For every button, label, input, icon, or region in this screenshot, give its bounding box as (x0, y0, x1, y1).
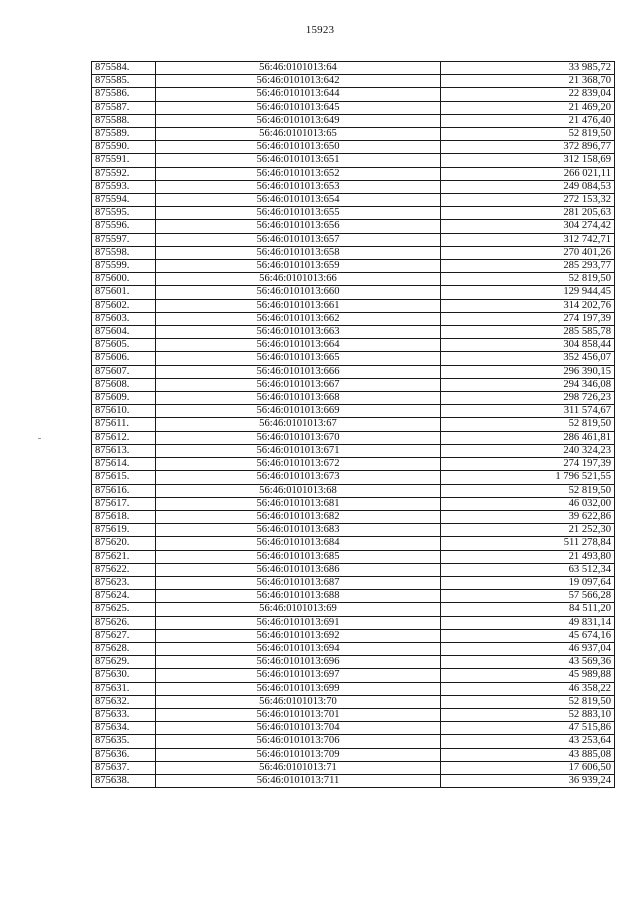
table-row (92, 642, 615, 655)
row-number-cell: 875613. (92, 444, 156, 457)
row-number-cell: 875606. (92, 352, 156, 365)
cadastral-value-table (91, 61, 615, 788)
table-row (92, 128, 615, 141)
table-row (92, 576, 615, 589)
table-row (92, 167, 615, 180)
row-number-cell: 875637. (92, 761, 156, 774)
cadastral-value-cell: 45 989,88 (441, 669, 615, 682)
row-number-cell: 875616. (92, 484, 156, 497)
cadastral-number-cell: 56:46:0101013:666 (156, 365, 441, 378)
cadastral-number-cell: 56:46:0101013:687 (156, 576, 441, 589)
row-number-cell: 875597. (92, 233, 156, 246)
cadastral-number-cell: 56:46:0101013:673 (156, 471, 441, 484)
cadastral-value-cell: 36 939,24 (441, 774, 615, 787)
row-number-cell: 875625. (92, 603, 156, 616)
table-row (92, 616, 615, 629)
table-row (92, 352, 615, 365)
cadastral-number-cell: 56:46:0101013:681 (156, 497, 441, 510)
cadastral-value-cell: 1 796 521,55 (441, 471, 615, 484)
table-row (92, 88, 615, 101)
table-row (92, 590, 615, 603)
cadastral-number-cell: 56:46:0101013:657 (156, 233, 441, 246)
cadastral-number-cell: 56:46:0101013:71 (156, 761, 441, 774)
table-row (92, 260, 615, 273)
cadastral-number-cell: 56:46:0101013:686 (156, 563, 441, 576)
cadastral-number-cell: 56:46:0101013:688 (156, 590, 441, 603)
table-row (92, 312, 615, 325)
cadastral-number-cell: 56:46:0101013:661 (156, 299, 441, 312)
cadastral-number-cell: 56:46:0101013:654 (156, 194, 441, 207)
cadastral-number-cell: 56:46:0101013:65 (156, 128, 441, 141)
cadastral-number-cell: 56:46:0101013:69 (156, 603, 441, 616)
table-body (92, 62, 615, 788)
row-number-cell: 875632. (92, 695, 156, 708)
cadastral-value-cell: 47 515,86 (441, 722, 615, 735)
row-number-cell: 875629. (92, 656, 156, 669)
row-number-cell: 875619. (92, 524, 156, 537)
row-number-cell: 875598. (92, 246, 156, 259)
cadastral-number-cell: 56:46:0101013:670 (156, 431, 441, 444)
row-number-cell: 875593. (92, 180, 156, 193)
row-number-cell: 875618. (92, 510, 156, 523)
table-row (92, 180, 615, 193)
cadastral-number-cell: 56:46:0101013:651 (156, 154, 441, 167)
row-number-cell: 875611. (92, 418, 156, 431)
margin-mark (38, 438, 41, 439)
table-row (92, 154, 615, 167)
cadastral-number-cell: 56:46:0101013:658 (156, 246, 441, 259)
row-number-cell: 875621. (92, 550, 156, 563)
cadastral-value-cell: 46 032,00 (441, 497, 615, 510)
cadastral-value-cell: 46 937,04 (441, 642, 615, 655)
table-row (92, 761, 615, 774)
table-row (92, 722, 615, 735)
row-number-cell: 875587. (92, 101, 156, 114)
table-row (92, 735, 615, 748)
cadastral-number-cell: 56:46:0101013:660 (156, 286, 441, 299)
cadastral-value-cell: 33 985,72 (441, 62, 615, 75)
cadastral-number-cell: 56:46:0101013:696 (156, 656, 441, 669)
cadastral-number-cell: 56:46:0101013:652 (156, 167, 441, 180)
cadastral-value-cell: 21 368,70 (441, 75, 615, 88)
cadastral-value-cell: 21 493,80 (441, 550, 615, 563)
table-row (92, 286, 615, 299)
cadastral-value-cell: 43 253,64 (441, 735, 615, 748)
cadastral-number-cell: 56:46:0101013:671 (156, 444, 441, 457)
table-row (92, 141, 615, 154)
cadastral-number-cell: 56:46:0101013:691 (156, 616, 441, 629)
cadastral-value-cell: 22 839,04 (441, 88, 615, 101)
cadastral-value-cell: 52 819,50 (441, 273, 615, 286)
cadastral-value-cell: 52 883,10 (441, 708, 615, 721)
table-row (92, 299, 615, 312)
cadastral-value-cell: 274 197,39 (441, 312, 615, 325)
cadastral-value-cell: 52 819,50 (441, 484, 615, 497)
table-row (92, 194, 615, 207)
cadastral-value-cell: 285 293,77 (441, 260, 615, 273)
cadastral-value-cell: 294 346,08 (441, 378, 615, 391)
cadastral-value-cell: 17 606,50 (441, 761, 615, 774)
row-number-cell: 875609. (92, 392, 156, 405)
table-row (92, 629, 615, 642)
cadastral-number-cell: 56:46:0101013:64 (156, 62, 441, 75)
row-number-cell: 875594. (92, 194, 156, 207)
cadastral-number-cell: 56:46:0101013:672 (156, 458, 441, 471)
cadastral-value-cell: 240 324,23 (441, 444, 615, 457)
cadastral-value-cell: 49 831,14 (441, 616, 615, 629)
row-number-cell: 875624. (92, 590, 156, 603)
cadastral-number-cell: 56:46:0101013:645 (156, 101, 441, 114)
cadastral-value-cell: 266 021,11 (441, 167, 615, 180)
table-row (92, 378, 615, 391)
cadastral-number-cell: 56:46:0101013:694 (156, 642, 441, 655)
cadastral-value-cell: 270 401,26 (441, 246, 615, 259)
row-number-cell: 875595. (92, 207, 156, 220)
cadastral-number-cell: 56:46:0101013:711 (156, 774, 441, 787)
cadastral-value-cell: 21 252,30 (441, 524, 615, 537)
cadastral-value-cell: 272 153,32 (441, 194, 615, 207)
cadastral-value-cell: 84 511,20 (441, 603, 615, 616)
cadastral-number-cell: 56:46:0101013:70 (156, 695, 441, 708)
row-number-cell: 875623. (92, 576, 156, 589)
table-row (92, 444, 615, 457)
cadastral-number-cell: 56:46:0101013:66 (156, 273, 441, 286)
cadastral-value-cell: 21 476,40 (441, 114, 615, 127)
row-number-cell: 875638. (92, 774, 156, 787)
row-number-cell: 875636. (92, 748, 156, 761)
table-row (92, 524, 615, 537)
cadastral-number-cell: 56:46:0101013:644 (156, 88, 441, 101)
row-number-cell: 875622. (92, 563, 156, 576)
cadastral-number-cell: 56:46:0101013:67 (156, 418, 441, 431)
cadastral-value-cell: 63 512,34 (441, 563, 615, 576)
cadastral-value-cell: 511 278,84 (441, 537, 615, 550)
table-row (92, 708, 615, 721)
table-row (92, 510, 615, 523)
table-row (92, 431, 615, 444)
table-row (92, 114, 615, 127)
row-number-cell: 875600. (92, 273, 156, 286)
table-row (92, 62, 615, 75)
row-number-cell: 875590. (92, 141, 156, 154)
table-row (92, 233, 615, 246)
cadastral-value-cell: 312 742,71 (441, 233, 615, 246)
cadastral-number-cell: 56:46:0101013:706 (156, 735, 441, 748)
table-row (92, 656, 615, 669)
row-number-cell: 875603. (92, 312, 156, 325)
cadastral-number-cell: 56:46:0101013:692 (156, 629, 441, 642)
row-number-cell: 875601. (92, 286, 156, 299)
table-row (92, 207, 615, 220)
table-row (92, 682, 615, 695)
row-number-cell: 875614. (92, 458, 156, 471)
table-row (92, 220, 615, 233)
row-number-cell: 875592. (92, 167, 156, 180)
row-number-cell: 875635. (92, 735, 156, 748)
table-row (92, 339, 615, 352)
row-number-cell: 875630. (92, 669, 156, 682)
table-row (92, 550, 615, 563)
cadastral-number-cell: 56:46:0101013:642 (156, 75, 441, 88)
table-row (92, 392, 615, 405)
cadastral-number-cell: 56:46:0101013:668 (156, 392, 441, 405)
cadastral-number-cell: 56:46:0101013:655 (156, 207, 441, 220)
cadastral-value-cell: 285 585,78 (441, 326, 615, 339)
cadastral-number-cell: 56:46:0101013:699 (156, 682, 441, 695)
row-number-cell: 875626. (92, 616, 156, 629)
cadastral-number-cell: 56:46:0101013:659 (156, 260, 441, 273)
table-row (92, 497, 615, 510)
table-row (92, 246, 615, 259)
table-row (92, 563, 615, 576)
cadastral-value-cell: 46 358,22 (441, 682, 615, 695)
row-number-cell: 875620. (92, 537, 156, 550)
table-row (92, 418, 615, 431)
table-row (92, 75, 615, 88)
row-number-cell: 875634. (92, 722, 156, 735)
cadastral-number-cell: 56:46:0101013:697 (156, 669, 441, 682)
cadastral-number-cell: 56:46:0101013:68 (156, 484, 441, 497)
cadastral-number-cell: 56:46:0101013:669 (156, 405, 441, 418)
cadastral-value-cell: 45 674,16 (441, 629, 615, 642)
table-row (92, 458, 615, 471)
cadastral-number-cell: 56:46:0101013:667 (156, 378, 441, 391)
table-row (92, 405, 615, 418)
cadastral-value-cell: 57 566,28 (441, 590, 615, 603)
cadastral-number-cell: 56:46:0101013:649 (156, 114, 441, 127)
cadastral-number-cell: 56:46:0101013:662 (156, 312, 441, 325)
cadastral-value-cell: 52 819,50 (441, 418, 615, 431)
cadastral-value-cell: 39 622,86 (441, 510, 615, 523)
row-number-cell: 875584. (92, 62, 156, 75)
row-number-cell: 875610. (92, 405, 156, 418)
row-number-cell: 875633. (92, 708, 156, 721)
row-number-cell: 875589. (92, 128, 156, 141)
table-row (92, 101, 615, 114)
cadastral-number-cell: 56:46:0101013:709 (156, 748, 441, 761)
cadastral-value-cell: 298 726,23 (441, 392, 615, 405)
cadastral-number-cell: 56:46:0101013:701 (156, 708, 441, 721)
cadastral-value-cell: 312 158,69 (441, 154, 615, 167)
cadastral-value-cell: 43 885,08 (441, 748, 615, 761)
row-number-cell: 875615. (92, 471, 156, 484)
cadastral-value-cell: 314 202,76 (441, 299, 615, 312)
cadastral-value-cell: 274 197,39 (441, 458, 615, 471)
row-number-cell: 875617. (92, 497, 156, 510)
cadastral-number-cell: 56:46:0101013:685 (156, 550, 441, 563)
cadastral-number-cell: 56:46:0101013:663 (156, 326, 441, 339)
row-number-cell: 875628. (92, 642, 156, 655)
cadastral-number-cell: 56:46:0101013:704 (156, 722, 441, 735)
cadastral-number-cell: 56:46:0101013:656 (156, 220, 441, 233)
cadastral-value-cell: 21 469,20 (441, 101, 615, 114)
cadastral-value-cell: 352 456,07 (441, 352, 615, 365)
row-number-cell: 875596. (92, 220, 156, 233)
table-row (92, 695, 615, 708)
row-number-cell: 875608. (92, 378, 156, 391)
table-row (92, 273, 615, 286)
table-row (92, 365, 615, 378)
row-number-cell: 875604. (92, 326, 156, 339)
table-row (92, 774, 615, 787)
table-row (92, 471, 615, 484)
cadastral-value-cell: 304 274,42 (441, 220, 615, 233)
table-row (92, 326, 615, 339)
row-number-cell: 875585. (92, 75, 156, 88)
row-number-cell: 875599. (92, 260, 156, 273)
row-number-cell: 875627. (92, 629, 156, 642)
cadastral-value-cell: 129 944,45 (441, 286, 615, 299)
row-number-cell: 875586. (92, 88, 156, 101)
cadastral-number-cell: 56:46:0101013:650 (156, 141, 441, 154)
row-number-cell: 875591. (92, 154, 156, 167)
page-number: 15923 (305, 24, 335, 36)
table-row (92, 669, 615, 682)
row-number-cell: 875612. (92, 431, 156, 444)
table-row (92, 484, 615, 497)
cadastral-number-cell: 56:46:0101013:684 (156, 537, 441, 550)
cadastral-value-cell: 286 461,81 (441, 431, 615, 444)
cadastral-value-cell: 43 569,36 (441, 656, 615, 669)
cadastral-value-cell: 296 390,15 (441, 365, 615, 378)
cadastral-value-cell: 19 097,64 (441, 576, 615, 589)
row-number-cell: 875602. (92, 299, 156, 312)
cadastral-value-cell: 304 858,44 (441, 339, 615, 352)
cadastral-number-cell: 56:46:0101013:683 (156, 524, 441, 537)
cadastral-number-cell: 56:46:0101013:682 (156, 510, 441, 523)
table-row (92, 748, 615, 761)
table-row (92, 603, 615, 616)
cadastral-value-cell: 52 819,50 (441, 128, 615, 141)
cadastral-value-cell: 249 084,53 (441, 180, 615, 193)
cadastral-value-cell: 52 819,50 (441, 695, 615, 708)
cadastral-value-cell: 372 896,77 (441, 141, 615, 154)
table-row (92, 537, 615, 550)
row-number-cell: 875605. (92, 339, 156, 352)
cadastral-number-cell: 56:46:0101013:665 (156, 352, 441, 365)
row-number-cell: 875631. (92, 682, 156, 695)
cadastral-number-cell: 56:46:0101013:664 (156, 339, 441, 352)
row-number-cell: 875607. (92, 365, 156, 378)
cadastral-value-cell: 281 205,63 (441, 207, 615, 220)
cadastral-value-cell: 311 574,67 (441, 405, 615, 418)
row-number-cell: 875588. (92, 114, 156, 127)
cadastral-number-cell: 56:46:0101013:653 (156, 180, 441, 193)
